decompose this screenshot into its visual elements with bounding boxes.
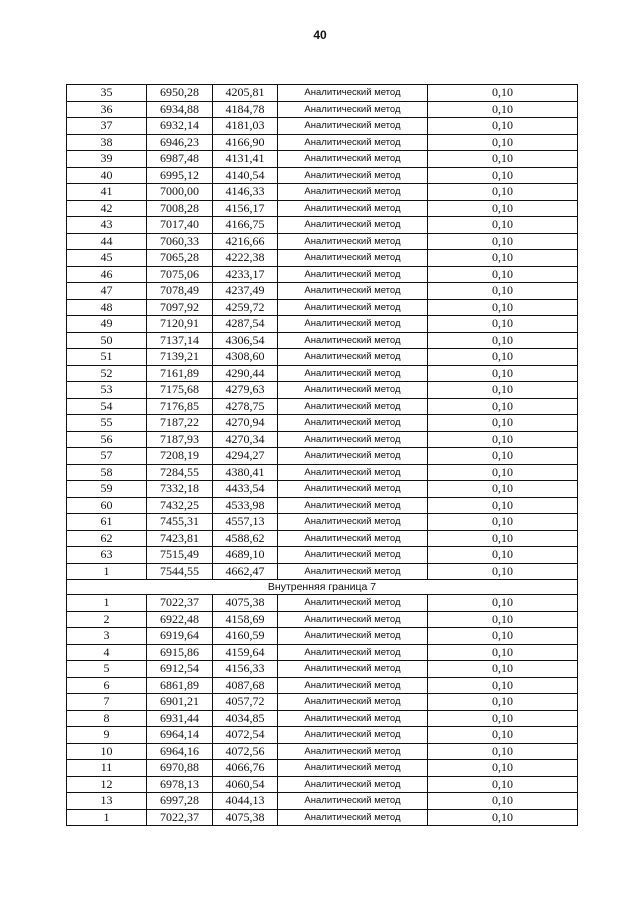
method-cell: Аналитический метод bbox=[278, 332, 428, 349]
method-cell: Аналитический метод bbox=[278, 661, 428, 678]
point-number-cell: 13 bbox=[67, 793, 147, 810]
point-number-cell: 4 bbox=[67, 644, 147, 661]
table-row bbox=[67, 628, 578, 645]
x-coordinate-cell: 7515,49 bbox=[147, 547, 213, 564]
method-cell: Аналитический метод bbox=[278, 85, 428, 102]
accuracy-cell: 0,10 bbox=[428, 250, 578, 267]
x-coordinate-cell: 6978,13 bbox=[147, 776, 213, 793]
point-number-cell: 40 bbox=[67, 167, 147, 184]
accuracy-cell: 0,10 bbox=[428, 101, 578, 118]
method-cell: Аналитический метод bbox=[278, 167, 428, 184]
y-coordinate-cell: 4557,13 bbox=[213, 514, 278, 531]
x-coordinate-cell: 6901,21 bbox=[147, 694, 213, 711]
accuracy-cell: 0,10 bbox=[428, 547, 578, 564]
point-number-cell: 39 bbox=[67, 151, 147, 168]
coordinates-table-body bbox=[67, 85, 578, 826]
y-coordinate-cell: 4087,68 bbox=[213, 677, 278, 694]
accuracy-cell: 0,10 bbox=[428, 677, 578, 694]
point-number-cell: 60 bbox=[67, 497, 147, 514]
x-coordinate-cell: 7000,00 bbox=[147, 184, 213, 201]
accuracy-cell: 0,10 bbox=[428, 809, 578, 826]
method-cell: Аналитический метод bbox=[278, 644, 428, 661]
x-coordinate-cell: 7332,18 bbox=[147, 481, 213, 498]
x-coordinate-cell: 7544,55 bbox=[147, 563, 213, 580]
y-coordinate-cell: 4166,90 bbox=[213, 134, 278, 151]
x-coordinate-cell: 7187,22 bbox=[147, 415, 213, 432]
y-coordinate-cell: 4588,62 bbox=[213, 530, 278, 547]
y-coordinate-cell: 4184,78 bbox=[213, 101, 278, 118]
point-number-cell: 56 bbox=[67, 431, 147, 448]
point-number-cell: 59 bbox=[67, 481, 147, 498]
point-number-cell: 63 bbox=[67, 547, 147, 564]
accuracy-cell: 0,10 bbox=[428, 743, 578, 760]
accuracy-cell: 0,10 bbox=[428, 200, 578, 217]
method-cell: Аналитический метод bbox=[278, 382, 428, 399]
method-cell: Аналитический метод bbox=[278, 217, 428, 234]
y-coordinate-cell: 4156,17 bbox=[213, 200, 278, 217]
x-coordinate-cell: 7208,19 bbox=[147, 448, 213, 465]
y-coordinate-cell: 4072,54 bbox=[213, 727, 278, 744]
accuracy-cell: 0,10 bbox=[428, 134, 578, 151]
table-row bbox=[67, 611, 578, 628]
x-coordinate-cell: 7078,49 bbox=[147, 283, 213, 300]
x-coordinate-cell: 6964,14 bbox=[147, 727, 213, 744]
table-row bbox=[67, 398, 578, 415]
method-cell: Аналитический метод bbox=[278, 628, 428, 645]
point-number-cell: 10 bbox=[67, 743, 147, 760]
point-number-cell: 57 bbox=[67, 448, 147, 465]
table-row bbox=[67, 677, 578, 694]
table-row bbox=[67, 151, 578, 168]
y-coordinate-cell: 4308,60 bbox=[213, 349, 278, 366]
method-cell: Аналитический метод bbox=[278, 299, 428, 316]
table-row bbox=[67, 299, 578, 316]
method-cell: Аналитический метод bbox=[278, 349, 428, 366]
point-number-cell: 8 bbox=[67, 710, 147, 727]
x-coordinate-cell: 7455,31 bbox=[147, 514, 213, 531]
accuracy-cell: 0,10 bbox=[428, 481, 578, 498]
table-row bbox=[67, 481, 578, 498]
accuracy-cell: 0,10 bbox=[428, 118, 578, 135]
table-row bbox=[67, 547, 578, 564]
x-coordinate-cell: 7161,89 bbox=[147, 365, 213, 382]
x-coordinate-cell: 6970,88 bbox=[147, 760, 213, 777]
method-cell: Аналитический метод bbox=[278, 514, 428, 531]
table-row bbox=[67, 464, 578, 481]
table-row bbox=[67, 710, 578, 727]
x-coordinate-cell: 7137,14 bbox=[147, 332, 213, 349]
y-coordinate-cell: 4044,13 bbox=[213, 793, 278, 810]
y-coordinate-cell: 4278,75 bbox=[213, 398, 278, 415]
accuracy-cell: 0,10 bbox=[428, 793, 578, 810]
method-cell: Аналитический метод bbox=[278, 415, 428, 432]
x-coordinate-cell: 6912,54 bbox=[147, 661, 213, 678]
point-number-cell: 9 bbox=[67, 727, 147, 744]
accuracy-cell: 0,10 bbox=[428, 233, 578, 250]
coordinates-table-container bbox=[66, 84, 577, 826]
method-cell: Аналитический метод bbox=[278, 118, 428, 135]
y-coordinate-cell: 4140,54 bbox=[213, 167, 278, 184]
x-coordinate-cell: 7187,93 bbox=[147, 431, 213, 448]
accuracy-cell: 0,10 bbox=[428, 514, 578, 531]
method-cell: Аналитический метод bbox=[278, 431, 428, 448]
point-number-cell: 54 bbox=[67, 398, 147, 415]
y-coordinate-cell: 4290,44 bbox=[213, 365, 278, 382]
x-coordinate-cell: 6946,23 bbox=[147, 134, 213, 151]
method-cell: Аналитический метод bbox=[278, 266, 428, 283]
y-coordinate-cell: 4072,56 bbox=[213, 743, 278, 760]
accuracy-cell: 0,10 bbox=[428, 266, 578, 283]
accuracy-cell: 0,10 bbox=[428, 497, 578, 514]
accuracy-cell: 0,10 bbox=[428, 628, 578, 645]
point-number-cell: 5 bbox=[67, 661, 147, 678]
x-coordinate-cell: 7175,68 bbox=[147, 382, 213, 399]
table-row bbox=[67, 118, 578, 135]
x-coordinate-cell: 6934,88 bbox=[147, 101, 213, 118]
y-coordinate-cell: 4156,33 bbox=[213, 661, 278, 678]
accuracy-cell: 0,10 bbox=[428, 563, 578, 580]
y-coordinate-cell: 4306,54 bbox=[213, 332, 278, 349]
table-row bbox=[67, 563, 578, 580]
accuracy-cell: 0,10 bbox=[428, 299, 578, 316]
section-title: Внутренняя граница 7 bbox=[67, 580, 578, 595]
table-row bbox=[67, 793, 578, 810]
page-number: 40 bbox=[313, 28, 327, 42]
y-coordinate-cell: 4075,38 bbox=[213, 595, 278, 612]
method-cell: Аналитический метод bbox=[278, 710, 428, 727]
point-number-cell: 61 bbox=[67, 514, 147, 531]
method-cell: Аналитический метод bbox=[278, 563, 428, 580]
table-row bbox=[67, 316, 578, 333]
method-cell: Аналитический метод bbox=[278, 134, 428, 151]
table-row bbox=[67, 250, 578, 267]
x-coordinate-cell: 7065,28 bbox=[147, 250, 213, 267]
accuracy-cell: 0,10 bbox=[428, 661, 578, 678]
y-coordinate-cell: 4075,38 bbox=[213, 809, 278, 826]
table-row bbox=[67, 365, 578, 382]
y-coordinate-cell: 4146,33 bbox=[213, 184, 278, 201]
point-number-cell: 46 bbox=[67, 266, 147, 283]
y-coordinate-cell: 4233,17 bbox=[213, 266, 278, 283]
point-number-cell: 12 bbox=[67, 776, 147, 793]
method-cell: Аналитический метод bbox=[278, 809, 428, 826]
point-number-cell: 42 bbox=[67, 200, 147, 217]
y-coordinate-cell: 4270,94 bbox=[213, 415, 278, 432]
table-row bbox=[67, 530, 578, 547]
y-coordinate-cell: 4066,76 bbox=[213, 760, 278, 777]
x-coordinate-cell: 7017,40 bbox=[147, 217, 213, 234]
method-cell: Аналитический метод bbox=[278, 595, 428, 612]
method-cell: Аналитический метод bbox=[278, 316, 428, 333]
x-coordinate-cell: 7075,06 bbox=[147, 266, 213, 283]
x-coordinate-cell: 7423,81 bbox=[147, 530, 213, 547]
method-cell: Аналитический метод bbox=[278, 200, 428, 217]
x-coordinate-cell: 6932,14 bbox=[147, 118, 213, 135]
y-coordinate-cell: 4380,41 bbox=[213, 464, 278, 481]
accuracy-cell: 0,10 bbox=[428, 184, 578, 201]
table-row bbox=[67, 661, 578, 678]
point-number-cell: 62 bbox=[67, 530, 147, 547]
point-number-cell: 1 bbox=[67, 595, 147, 612]
y-coordinate-cell: 4237,49 bbox=[213, 283, 278, 300]
point-number-cell: 43 bbox=[67, 217, 147, 234]
table-row bbox=[67, 349, 578, 366]
point-number-cell: 36 bbox=[67, 101, 147, 118]
x-coordinate-cell: 6964,16 bbox=[147, 743, 213, 760]
point-number-cell: 41 bbox=[67, 184, 147, 201]
x-coordinate-cell: 6915,86 bbox=[147, 644, 213, 661]
method-cell: Аналитический метод bbox=[278, 398, 428, 415]
point-number-cell: 1 bbox=[67, 809, 147, 826]
accuracy-cell: 0,10 bbox=[428, 694, 578, 711]
point-number-cell: 45 bbox=[67, 250, 147, 267]
accuracy-cell: 0,10 bbox=[428, 349, 578, 366]
method-cell: Аналитический метод bbox=[278, 481, 428, 498]
table-row bbox=[67, 776, 578, 793]
method-cell: Аналитический метод bbox=[278, 677, 428, 694]
y-coordinate-cell: 4689,10 bbox=[213, 547, 278, 564]
point-number-cell: 53 bbox=[67, 382, 147, 399]
accuracy-cell: 0,10 bbox=[428, 710, 578, 727]
y-coordinate-cell: 4287,54 bbox=[213, 316, 278, 333]
table-row bbox=[67, 431, 578, 448]
table-row bbox=[67, 644, 578, 661]
y-coordinate-cell: 4533,98 bbox=[213, 497, 278, 514]
accuracy-cell: 0,10 bbox=[428, 365, 578, 382]
point-number-cell: 47 bbox=[67, 283, 147, 300]
accuracy-cell: 0,10 bbox=[428, 151, 578, 168]
table-row bbox=[67, 184, 578, 201]
method-cell: Аналитический метод bbox=[278, 101, 428, 118]
y-coordinate-cell: 4158,69 bbox=[213, 611, 278, 628]
accuracy-cell: 0,10 bbox=[428, 431, 578, 448]
section-row bbox=[67, 580, 578, 595]
x-coordinate-cell: 7432,25 bbox=[147, 497, 213, 514]
accuracy-cell: 0,10 bbox=[428, 316, 578, 333]
table-row bbox=[67, 743, 578, 760]
point-number-cell: 51 bbox=[67, 349, 147, 366]
table-row bbox=[67, 233, 578, 250]
y-coordinate-cell: 4205,81 bbox=[213, 85, 278, 102]
table-row bbox=[67, 760, 578, 777]
point-number-cell: 35 bbox=[67, 85, 147, 102]
accuracy-cell: 0,10 bbox=[428, 611, 578, 628]
method-cell: Аналитический метод bbox=[278, 793, 428, 810]
method-cell: Аналитический метод bbox=[278, 283, 428, 300]
method-cell: Аналитический метод bbox=[278, 233, 428, 250]
x-coordinate-cell: 6997,28 bbox=[147, 793, 213, 810]
y-coordinate-cell: 4160,59 bbox=[213, 628, 278, 645]
y-coordinate-cell: 4433,54 bbox=[213, 481, 278, 498]
method-cell: Аналитический метод bbox=[278, 547, 428, 564]
table-row bbox=[67, 595, 578, 612]
x-coordinate-cell: 6861,89 bbox=[147, 677, 213, 694]
x-coordinate-cell: 7008,28 bbox=[147, 200, 213, 217]
x-coordinate-cell: 7284,55 bbox=[147, 464, 213, 481]
y-coordinate-cell: 4060,54 bbox=[213, 776, 278, 793]
point-number-cell: 55 bbox=[67, 415, 147, 432]
table-row bbox=[67, 809, 578, 826]
y-coordinate-cell: 4662,47 bbox=[213, 563, 278, 580]
table-row bbox=[67, 448, 578, 465]
accuracy-cell: 0,10 bbox=[428, 530, 578, 547]
method-cell: Аналитический метод bbox=[278, 151, 428, 168]
method-cell: Аналитический метод bbox=[278, 760, 428, 777]
coordinates-table bbox=[66, 84, 578, 826]
accuracy-cell: 0,10 bbox=[428, 595, 578, 612]
point-number-cell: 2 bbox=[67, 611, 147, 628]
method-cell: Аналитический метод bbox=[278, 776, 428, 793]
accuracy-cell: 0,10 bbox=[428, 448, 578, 465]
table-row bbox=[67, 415, 578, 432]
accuracy-cell: 0,10 bbox=[428, 85, 578, 102]
table-row bbox=[67, 101, 578, 118]
point-number-cell: 7 bbox=[67, 694, 147, 711]
point-number-cell: 37 bbox=[67, 118, 147, 135]
method-cell: Аналитический метод bbox=[278, 611, 428, 628]
y-coordinate-cell: 4270,34 bbox=[213, 431, 278, 448]
table-row bbox=[67, 283, 578, 300]
table-row bbox=[67, 514, 578, 531]
x-coordinate-cell: 6987,48 bbox=[147, 151, 213, 168]
method-cell: Аналитический метод bbox=[278, 184, 428, 201]
method-cell: Аналитический метод bbox=[278, 530, 428, 547]
method-cell: Аналитический метод bbox=[278, 743, 428, 760]
accuracy-cell: 0,10 bbox=[428, 644, 578, 661]
accuracy-cell: 0,10 bbox=[428, 415, 578, 432]
point-number-cell: 50 bbox=[67, 332, 147, 349]
y-coordinate-cell: 4259,72 bbox=[213, 299, 278, 316]
point-number-cell: 58 bbox=[67, 464, 147, 481]
table-row bbox=[67, 332, 578, 349]
table-row bbox=[67, 727, 578, 744]
accuracy-cell: 0,10 bbox=[428, 332, 578, 349]
accuracy-cell: 0,10 bbox=[428, 776, 578, 793]
method-cell: Аналитический метод bbox=[278, 497, 428, 514]
table-row bbox=[67, 497, 578, 514]
y-coordinate-cell: 4216,66 bbox=[213, 233, 278, 250]
y-coordinate-cell: 4222,38 bbox=[213, 250, 278, 267]
point-number-cell: 11 bbox=[67, 760, 147, 777]
x-coordinate-cell: 7060,33 bbox=[147, 233, 213, 250]
method-cell: Аналитический метод bbox=[278, 250, 428, 267]
y-coordinate-cell: 4159,64 bbox=[213, 644, 278, 661]
method-cell: Аналитический метод bbox=[278, 464, 428, 481]
accuracy-cell: 0,10 bbox=[428, 464, 578, 481]
point-number-cell: 6 bbox=[67, 677, 147, 694]
point-number-cell: 3 bbox=[67, 628, 147, 645]
table-row bbox=[67, 167, 578, 184]
x-coordinate-cell: 7176,85 bbox=[147, 398, 213, 415]
y-coordinate-cell: 4181,03 bbox=[213, 118, 278, 135]
x-coordinate-cell: 7022,37 bbox=[147, 809, 213, 826]
table-row bbox=[67, 694, 578, 711]
x-coordinate-cell: 7097,92 bbox=[147, 299, 213, 316]
accuracy-cell: 0,10 bbox=[428, 760, 578, 777]
method-cell: Аналитический метод bbox=[278, 694, 428, 711]
accuracy-cell: 0,10 bbox=[428, 382, 578, 399]
x-coordinate-cell: 6950,28 bbox=[147, 85, 213, 102]
x-coordinate-cell: 6995,12 bbox=[147, 167, 213, 184]
y-coordinate-cell: 4294,27 bbox=[213, 448, 278, 465]
x-coordinate-cell: 7120,91 bbox=[147, 316, 213, 333]
method-cell: Аналитический метод bbox=[278, 727, 428, 744]
y-coordinate-cell: 4131,41 bbox=[213, 151, 278, 168]
table-row bbox=[67, 217, 578, 234]
y-coordinate-cell: 4279,63 bbox=[213, 382, 278, 399]
y-coordinate-cell: 4166,75 bbox=[213, 217, 278, 234]
point-number-cell: 44 bbox=[67, 233, 147, 250]
y-coordinate-cell: 4057,72 bbox=[213, 694, 278, 711]
accuracy-cell: 0,10 bbox=[428, 167, 578, 184]
accuracy-cell: 0,10 bbox=[428, 727, 578, 744]
point-number-cell: 1 bbox=[67, 563, 147, 580]
table-row bbox=[67, 266, 578, 283]
x-coordinate-cell: 7139,21 bbox=[147, 349, 213, 366]
accuracy-cell: 0,10 bbox=[428, 283, 578, 300]
y-coordinate-cell: 4034,85 bbox=[213, 710, 278, 727]
x-coordinate-cell: 6919,64 bbox=[147, 628, 213, 645]
table-row bbox=[67, 134, 578, 151]
method-cell: Аналитический метод bbox=[278, 365, 428, 382]
x-coordinate-cell: 6931,44 bbox=[147, 710, 213, 727]
table-row bbox=[67, 85, 578, 102]
x-coordinate-cell: 6922,48 bbox=[147, 611, 213, 628]
table-row bbox=[67, 382, 578, 399]
point-number-cell: 38 bbox=[67, 134, 147, 151]
point-number-cell: 48 bbox=[67, 299, 147, 316]
point-number-cell: 52 bbox=[67, 365, 147, 382]
accuracy-cell: 0,10 bbox=[428, 217, 578, 234]
point-number-cell: 49 bbox=[67, 316, 147, 333]
accuracy-cell: 0,10 bbox=[428, 398, 578, 415]
table-row bbox=[67, 200, 578, 217]
x-coordinate-cell: 7022,37 bbox=[147, 595, 213, 612]
method-cell: Аналитический метод bbox=[278, 448, 428, 465]
